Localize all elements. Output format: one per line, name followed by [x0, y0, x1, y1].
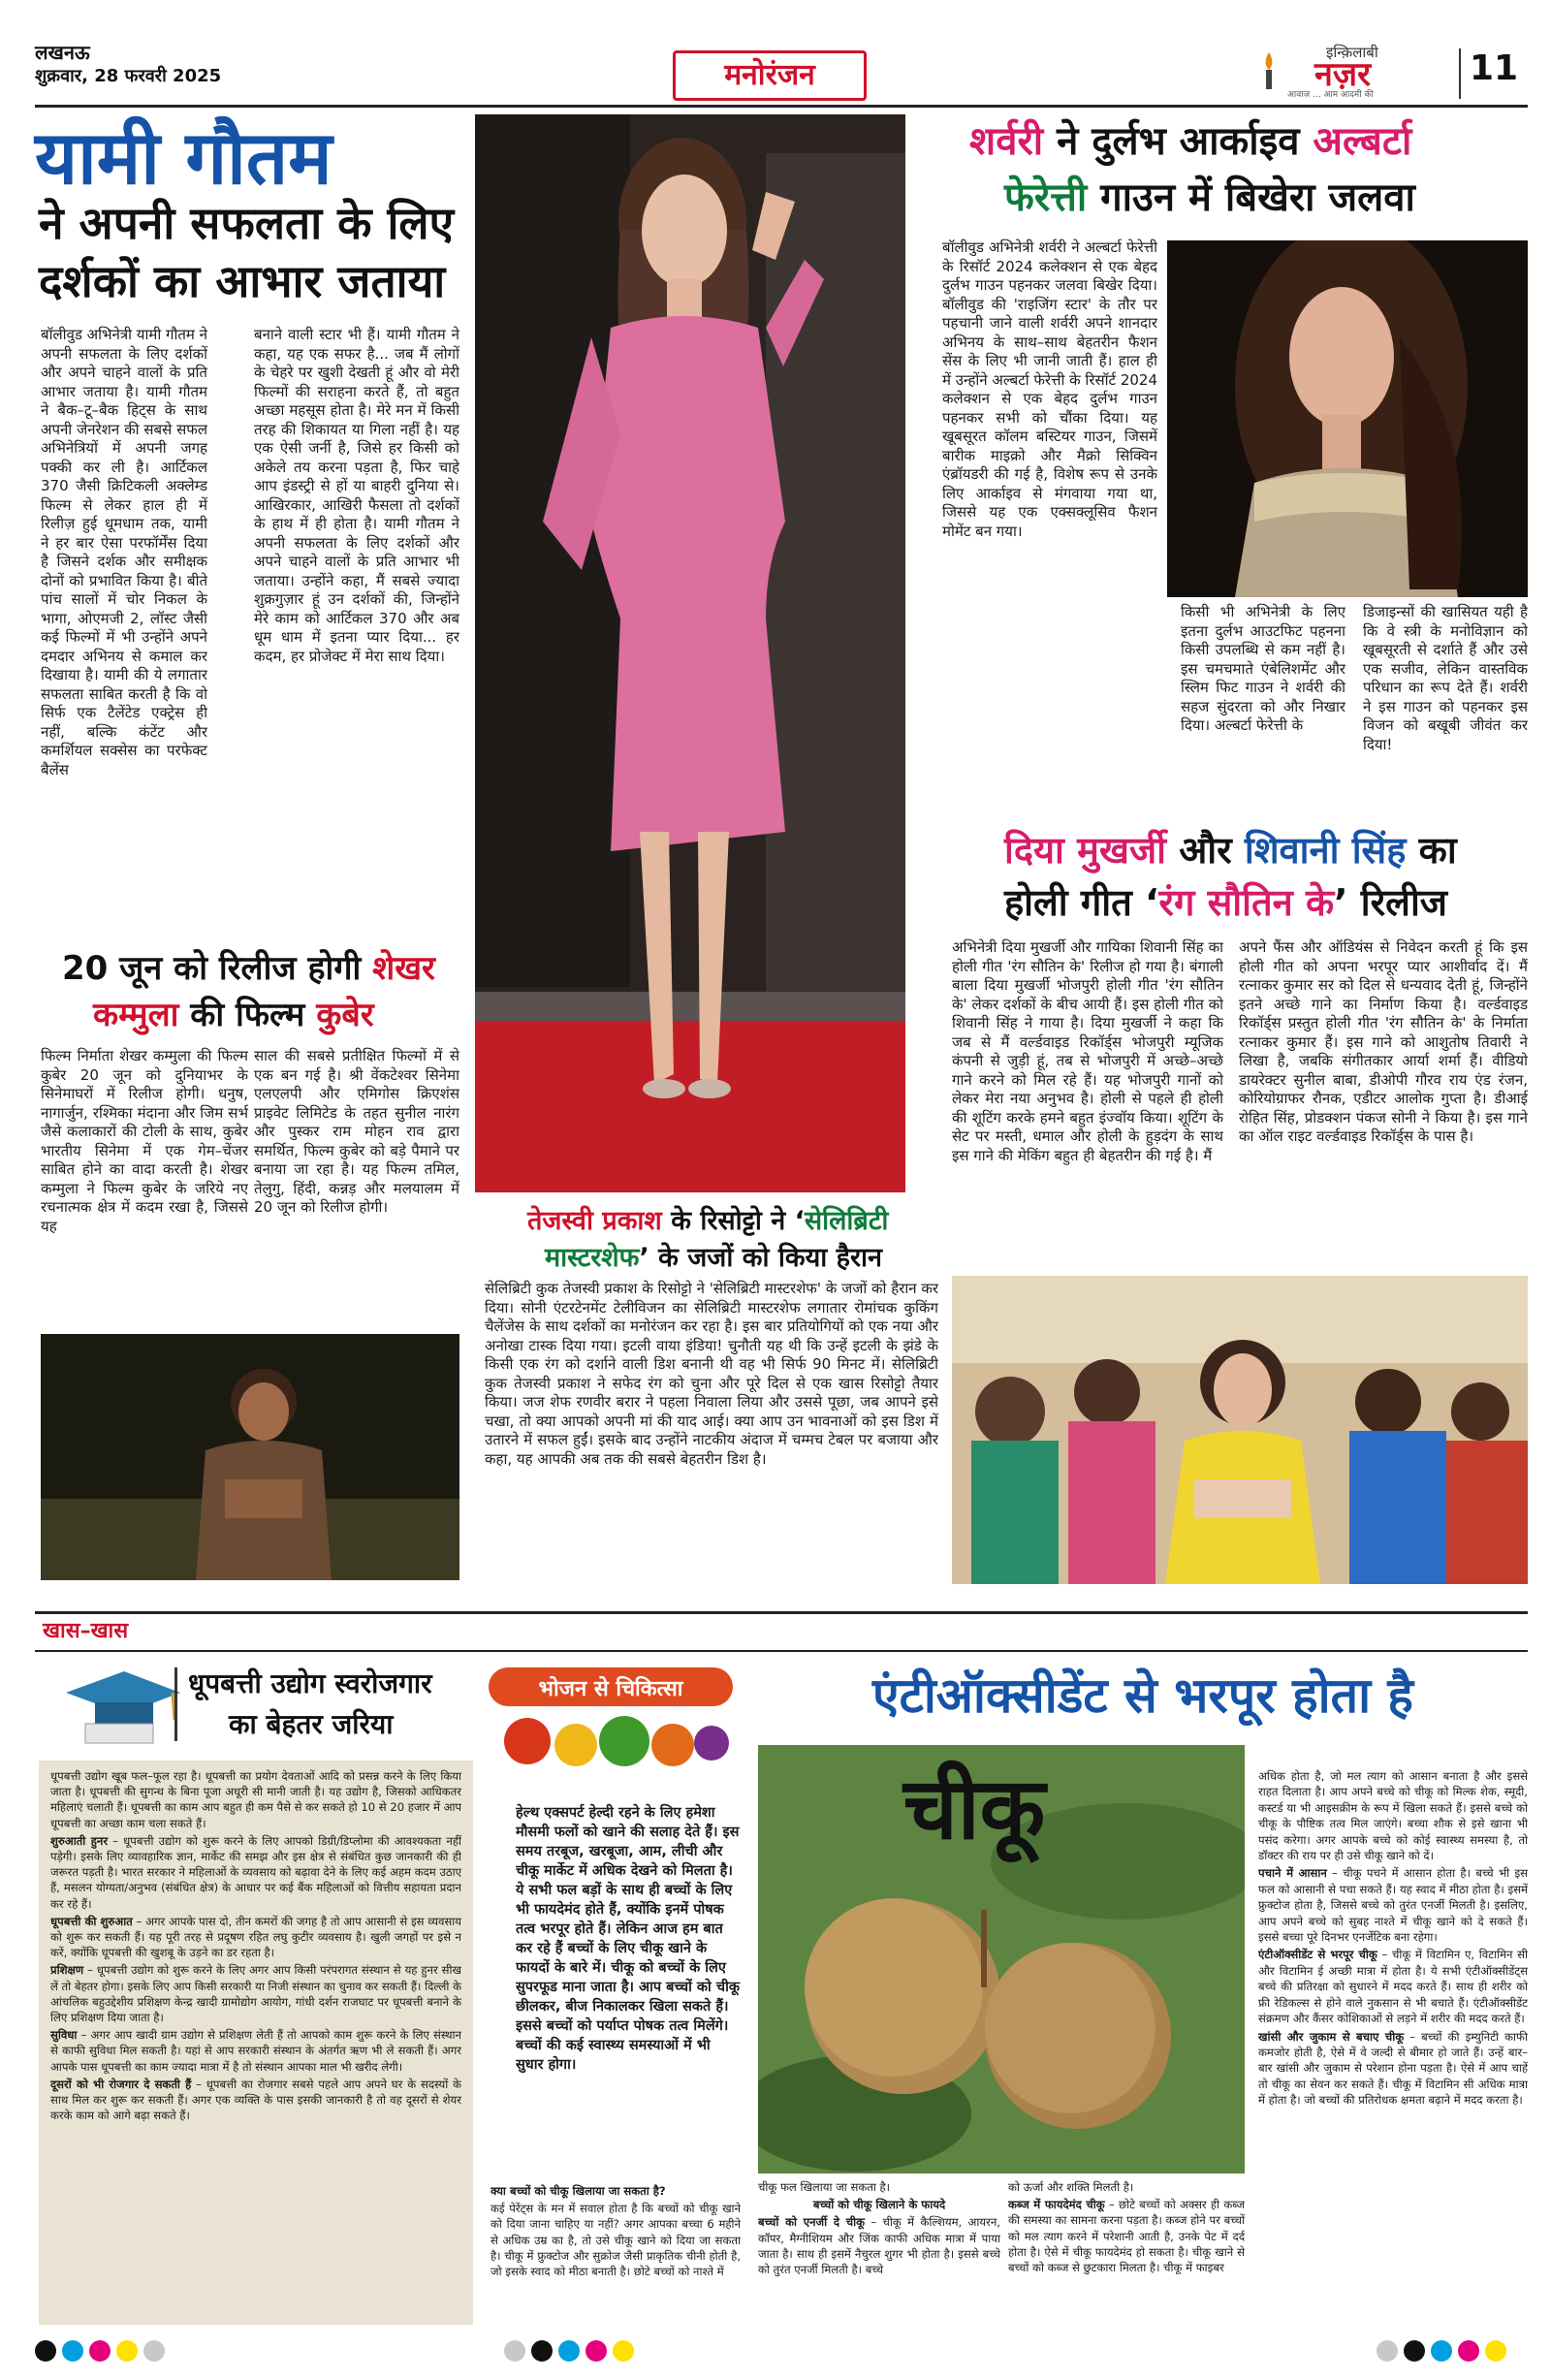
dhoop-para-4: [50, 2027, 461, 2075]
reg-dot: [558, 2340, 580, 2362]
holi-headline-2: [1004, 878, 1447, 927]
reg-dot: [1458, 2340, 1479, 2362]
dhoop-para-2: [50, 1914, 461, 1961]
yami-title-line3: दर्शकों का आभार जताया: [39, 255, 446, 307]
chiku-col-4-para-3: [1258, 1947, 1528, 2026]
holi-col-1: अभिनेत्री दिया मुखर्जी और गायिका शिवानी सिंह का होली गीत 'रंग सौतिन के' रिलीज हो गया है। बंगाली बाला दिया मुखर्जी भोजपुरी होली गीत 'रंग सौतिन के' लेकर दर्शकों के बीच आयी हैं। इस होली गीत को शिवानी सिंह ने गाया है। दिया मुखर्जी ने कहा कि जब से मैं वर्ल्डवाइड रिकॉर्ड्स भोजपुरी म्यूजिक कंपनी से जुड़ी हूं, तब से भोजपुरी में अच्छे–अच्छे गाने करने को मिल रहे हैं। यह भोजपुरी गानों को लेकर मेरा नया अनुभव है। होली से पहले ही होली की शूटिंग करके हमने बहुत इंज्वॉय किया। शूटिंग के सेट पर मस्ती, धमाल और होली के हुड़दंग के साथ इस गाने की मेकिंग बहुत ही बेहतरीन की गई है। मैं: [952, 938, 1223, 1164]
tejasswi-title-show: सेलिब्रिटी: [804, 1206, 889, 1236]
kubera-title-shekhar: शेखर: [372, 949, 435, 988]
dhoop-para-1: [50, 1833, 461, 1912]
dhoop-section: [39, 1656, 473, 2325]
tejasswi-title-end: ’ के जजों को किया हैरान: [639, 1243, 883, 1273]
chiku-col-4-text-2: – चीकू पचने में आसान होता है। बच्चे भी इस फल को आसानी से पचा सकते हैं। यह स्वाद में मीठा होता है। इसमें फ्रुक्टोज होता है, जिससे बच्चे को तुरंत एनर्जी मिलती है। इसलिए, आप अपने बच्चे को सुबह नाश्ते में चीकू खाने को दे सकते हैं। इससे बच्चा पूरे दिनभर एनर्जेटिक बना रहेगा।: [1258, 1866, 1528, 1945]
khas-rule-top: [35, 1611, 1528, 1614]
dhoop-title-line2: का बेहतर जरिया: [229, 1708, 394, 1740]
chiku-col-3-sub: कब्ज में फायदेमंद चीकू: [1008, 2198, 1105, 2212]
yami-gautam-photo: [475, 114, 905, 1192]
sharvari-headline-2: [1004, 173, 1415, 223]
yami-title-line2: ने अपनी सफलता के लिए: [39, 197, 455, 249]
chiku-question: [491, 2183, 741, 2319]
page-number: 11: [1470, 48, 1519, 88]
sharvari-title-brand-2: फेरेत्ती: [1004, 175, 1088, 220]
reg-dot: [116, 2340, 138, 2362]
holi-title-shivani: शिवानी सिंह: [1244, 829, 1407, 872]
dhoop-para-1-text: – धूपबत्ती उद्योग को शुरू करने के लिए आपको डिग्री/डिप्लोमा की आवश्यकता नहीं पड़ेगी। इसके लिए व्यावहारिक ज्ञान, मार्केट की समझ और इस क्षेत्र से संबंधित कुछ जानकारी की ही जरूरत पड़ती है। भारत सरकार ने महिलाओं के व्यवसाय को बढ़ावा देने के लिए कई अहम कदम उठाए हैं, मसलन योग्यता/अनुभव (संबंधित क्षेत्र) के आधार पर कई बैंक महिलाओं को वित्तीय सहायता प्रदान कर रहे हैं।: [50, 1833, 461, 1911]
masthead: [0, 0, 1551, 100]
chiku-question-head: क्या बच्चों को चीकू खिलाया जा सकता है?: [491, 2184, 666, 2198]
holi-title-ka: का: [1406, 829, 1457, 872]
vegetables-icon: [489, 1706, 733, 1774]
holi-title-diya: दिया मुखर्जी: [1004, 829, 1166, 872]
registration-marks-left: [35, 2340, 229, 2364]
yami-col-2: बनाने वाली स्टार भी हैं। यामी गौतम ने कहा, यह एक सफर है... जब मैं लोगों के चेहरे पर खुशी देखती हूं और वो मेरी फिल्मों की सराहना करते हैं, तो बहुत अच्छा महसूस होता है। मेरे मन में किसी तरह की शिकायत या गिला नहीं है। यह एक ऐसी जर्नी है, जिसे हर किसी को अकेले तय करना पड़ता है, फिर चाहे आप इंडस्ट्री से हों या बाहरी दुनिया से। आखिरकार, आखिरी फैसला तो दर्शकों के हाथ में ही होता है। यामी गौतम ने अपनी सफलता के लिए दर्शकों और अपने चाहने वालों के प्रति आभार भी जताया। उन्होंने कहा, मैं सबसे ज्यादा शुक्रगुज़ार हूं उन दर्शकों की, जिन्होंने मेरे काम को आर्टिकल 370 और अब धूम धाम में इतना प्यार दिया... हर कदम, हर प्रोजेक्ट में मेरा साथ दिया।: [254, 326, 459, 665]
reg-dot: [1377, 2340, 1398, 2362]
tejasswi-title-show-2: मास्टरशेफ: [545, 1243, 640, 1273]
tejasswi-title-name: तेजस्वी प्रकाश: [527, 1206, 662, 1236]
holi-title-geet: होली गीत ‘: [1004, 881, 1159, 924]
tejasswi-headline-2: [545, 1241, 882, 1276]
chiku-col-4-text-4: – बच्चों की इम्युनिटी काफी कमजोर होती है, ऐसे में वे जल्दी से बीमार हो जाते हैं। उन्हें बार–बार खांसी और जुकाम से परेशान होना पड़ता है। ऐसे में आप चाहें तो चीकू का सेवन कर सकते हैं। चीकू में विटामिन सी अधिक मात्रा में होता है। जो बच्चों की प्रतिरोधक क्षमता बढ़ाने में मदद करता है।: [1258, 2029, 1528, 2108]
dhoop-para-3: [50, 1962, 461, 2025]
chiku-headline: एंटीऑक्सीडेंट से भरपूर होता है: [872, 1667, 1413, 1724]
chiku-col-3-text: – छोटे बच्चों को अक्सर ही कब्ज की समस्या का सामना करना पड़ता है। कब्ज होने पर बच्चों को मल त्याग करने में परेशानी आती है, उनके पेट में दर्द होता है। ऐसे में चीकू फायदेमंद हो सकता है। चीकू खाने से बच्चों को कब्ज से छुटकारा मिलता है। चीकू में फाइबर: [1008, 2198, 1245, 2275]
holi-col-2: अपने फैंस और ऑडियंस से निवेदन करती हूं कि इस होली गीत को अपना भरपूर प्यार आशीर्वाद दें। मैं रत्नाकर कुमार सर को दिल से धन्यवाद देती हूं, जिन्होंने इतने अच्छे गाने का निर्माण किया है। वर्ल्डवाइड रिकॉर्ड्स प्रस्तुत होली गीत 'रंग सौतिन के' के निर्माता रत्नाकर कुमार हैं। इस गाने को आशुतोष तिवारी ने लिखा है, जबकि संगीतकार आर्या शर्मा हैं। वीडियो डायरेक्टर सुनील बाबा, डीओपी गौरव राय एंड रंजन, कोरियोग्राफर रौनक, एडीटर आलोक गुप्ता है। डीआई रोहित सिंह, प्रोडक्शन पंकज सोनी ने किया है। इस गाने का ऑल राइट वर्ल्डवाइड रिकॉर्ड्स के पास है।: [1239, 938, 1528, 1145]
torch-icon: [1256, 48, 1282, 91]
reg-dot: [1404, 2340, 1425, 2362]
registration-marks-right: [1377, 2340, 1528, 2364]
city: लखनऊ: [35, 41, 90, 64]
logo-tagline: आवाज़ ... आम आदमी की: [1287, 90, 1374, 100]
chiku-intro: हेल्थ एक्सपर्ट हेल्दी रहने के लिए हमेशा मौसमी फलों को खाने की सलाह देते हैं। इस समय तरबूज, खरबूजा, आम, लीची और चीकू मार्केट में अधिक देखने को मिलता है। ये सभी फल बड़ों के साथ ही बच्चों के लिए भी फायदेमंद होते हैं, क्योंकि इनमें पोषक तत्व भरपूर होते हैं। लेकिन आज हम बात कर रहे हैं बच्चों के लिए चीकू खाने के फायदों के बारे में। चीकू को बच्चों के लिए सुपरफूड माना जाता है। आप बच्चों को चीकू छीलकर, बीज निकालकर खिला सकते हैं। इससे बच्चों को पर्याप्त पोषक तत्व मिलेंगे। बच्चों की कई स्वास्थ्य समस्याओं में भी सुधार होगा।: [516, 1805, 740, 2073]
holi-song-photo: [952, 1276, 1528, 1584]
dhoop-intro: धूपबत्ती उद्योग खूब फल–फूल रहा है। धूपबत्ती का प्रयोग देवताओं आदि को प्रसन्न करने के लिए किया जाता है। धूपबत्ती की सुगन्ध के बिना पूजा अधूरी सी मानी जाती है। यह उद्योग है, जिसको आधिकतर महिलाएं चलाती हैं। धूपबत्ती का काम आप बहुत ही कम पैसे से कर सकते हो 10 से 20 हजार में आप धूपबत्ती का अच्छा काम चला सकते हैं।: [50, 1769, 461, 1830]
kubera-col-1: फिल्म निर्माता शेखर कम्मुला की फिल्म कुबेर 20 जून को दुनियाभर के सिनेमाघरों में रिलीज होगी। धनुष, नागार्जुन, रश्मिका मंदाना और जिम सर्भ जैसे कलाकारों की टोली के साथ, कुबेर भारतीय सिनेमा में एक गेम–चेंजर साबित होने का वादा करती है। शेखर कम्मुला ने फिल्म कुबेर के जरिये नए रचनात्मक क्षेत्र में कदम रखा है, जिससे यह: [41, 1047, 248, 1235]
logo-wordmark: नज़र: [1314, 55, 1372, 94]
dhoop-para-2-head: धूपबत्ती की शुरुआत: [50, 1914, 133, 1928]
dhoop-title-line1: धूपबत्ती उद्योग स्वरोजगार: [188, 1667, 432, 1699]
graduation-cap-icon: [56, 1664, 182, 1751]
logo-small-text: इन्क़िलाबी: [1326, 44, 1378, 61]
dhoop-para-5-head: दूसरों को भी रोजगार दे सकती हैं: [50, 2077, 192, 2091]
chiku-badge-text: भोजन से चिकित्सा: [538, 1677, 683, 1701]
registration-marks-mid: [504, 2340, 649, 2364]
kubera-title-film: कुबेर: [316, 996, 374, 1034]
sharvari-image: [1167, 240, 1528, 597]
reg-dot: [62, 2340, 83, 2362]
holi-title-song: रंग सौतिन के: [1158, 881, 1335, 924]
chiku-col-4-head-4: खांसी और जुकाम से बचाए चीकू: [1258, 2029, 1405, 2044]
sharvari-title-end: गाउन में बिखेरा जलवा: [1087, 175, 1415, 220]
reg-dot: [89, 2340, 111, 2362]
kubera-still-photo: [41, 1334, 459, 1580]
khas-label: खास–खास: [43, 1619, 129, 1643]
yami-title-name: यामी गौतम: [35, 114, 332, 201]
yami-gautam-image: [475, 114, 905, 1192]
dhoop-para-3-text: – धूपबत्ती उद्योग को शुरू करने के लिए अगर आप किसी परंपरागत संस्थान से यह हुनर सीख लें तो बेहतर होगा। इसके लिए आप किसी सरकारी या निजी संस्थान का चुनाव कर सकती हैं। दिल्ली के आंचलिक बहुउद्देशीय प्रशिक्षण केन्द्र खादी ग्रामोद्योग आयोग, गांधी दर्शन राजघाट पर धूपबत्ती बनाने के लिए प्रशिक्षण दिया जाता है।: [50, 1963, 461, 2025]
chiku-col-3-top: को ऊर्जा और शक्ति मिलती है।: [1008, 2180, 1134, 2194]
sharvari-photo: [1167, 240, 1528, 597]
reg-dot: [504, 2340, 525, 2362]
chiku-caption: चीकू फल खिलाया जा सकता है।: [758, 2180, 891, 2194]
chiku-col-2-para: [758, 2214, 1000, 2277]
kubera-title-part2: की फिल्म: [178, 996, 317, 1034]
chiku-col-3-para: [1008, 2197, 1245, 2275]
sharvari-headline-1: [969, 116, 1411, 167]
chiku-name-label: चीकू: [903, 1759, 1046, 1858]
issue-date: शुक्रवार, 28 फरवरी 2025: [35, 66, 222, 86]
top-rule: [35, 105, 1528, 108]
kubera-title-kammula: कम्मुला: [93, 996, 179, 1034]
kubera-still-image: [41, 1334, 459, 1580]
chiku-question-body: कई पेरेंट्स के मन में सवाल होता है कि बच्चों को चीकू खाने को दिया जाना चाहिए या नहीं? अगर आपका बच्चा 6 महीने से अधिक उम्र का है, तो उसे चीकू खाने को दिया जा सकता है। चीकू में फ्रुक्टोज और सुक्रोज जैसी प्राकृतिक चीनी होती है, जो इसके स्वाद को मीठा बनाती है। छोटे बच्चों को नाश्ते में: [491, 2202, 741, 2279]
khas-rule-bottom: [35, 1650, 1528, 1652]
chiku-col-2-text: – चीकू में कैल्शियम, आयरन, कॉपर, मैग्नीशियम और जिंक काफी अधिक मात्रा में पाया जाता है। साथ ही इसमें नैचुरल शुगर भी होता है। इससे बच्चे को तुरंत एनर्जी मिलती है। बच्चे: [758, 2215, 1000, 2277]
chiku-col-4-para-4: [1258, 2029, 1528, 2109]
dhoop-para-5: [50, 2077, 461, 2124]
dhoop-body: [50, 1768, 461, 2319]
yami-col-1: बॉलीवुड अभिनेत्री यामी गौतम ने अपनी सफलता के लिए दर्शकों और अपने चाहने वालों के प्रति आभार जताया है। यामी गौतम ने बैक–टू–बैक हिट्स के साथ अपनी जेनरेशन की सबसे सफल अभिनेत्रियों में अपनी जगह पक्की कर ली है। आर्टिकल 370 जैसी क्रिटिकली अक्लेम्ड फिल्म से लेकर हाल ही में रिलीज़ हुई धूमधाम तक, यामी ने हर बार ऐसा परफॉर्मेंस दिया है जिसने दर्शक और समीक्षक दोनों को प्रभावित किया है। बीते पांच सालों में चोर निकल के भागा, ओएमजी 2, लॉस्ट जैसी कई फिल्मों में भी उन्होंने अपने दमदार अभिनय से कमाल कर दिखाया है। यामी की ये लगातार सफलता साबित करती है कि वो सिर्फ एक टैलेंटेड एक्ट्रेस ही नहीं, बल्कि कंटेंट और कमर्शियल सक्सेस का परफेक्ट बैलेंस: [41, 326, 207, 778]
dhoop-para-3-head: प्रशिक्षण: [50, 1963, 84, 1978]
sharvari-col-3: डिजाइन्सों की खासियत यही है कि वे स्त्री के मनोविज्ञान को खूबसूरती से दर्शाते हैं और उसे एक सजीव, लेकिन वास्तविक परिधान का रूप देते हैं। शर्वरी ने इस गाउन को पहनकर इस विजन को बखूबी जीवंत कर दिया!: [1363, 603, 1528, 753]
sharvari-title-brand: अल्बर्टा: [1313, 119, 1412, 164]
chiku-col-4-para-2: [1258, 1865, 1528, 1945]
kubera-col-2: साल की सबसे प्रतीक्षित फिल्मों में से एक बन गई है। श्री वेंकटेश्वर सिनेमा एलएलपी और एमिगोस क्रिएशंस प्राइवेट लिमिटेड के तहत सुनील नारंग और पुस्कर राम मोहन राव द्वारा समर्थित, फिल्म कुबेर को बड़े पैमाने पर बनाया जा रहा है। यह फिल्म तमिल, तेलुगु, हिंदी, कन्नड़ और मलयालम में 20 जून को रिलीज होगी।: [254, 1047, 459, 1216]
chiku-badge: [489, 1667, 733, 1774]
tejasswi-headline-1: [527, 1204, 888, 1239]
chiku-col-4-head-2: पचाने में आसान: [1258, 1866, 1327, 1881]
chiku-col-4-head-3: एंटीऑक्सीडेंट से भरपूर चीकू: [1258, 1948, 1377, 1962]
chiku-col-4-text: अधिक होता है, जो मल त्याग को आसान बनाता है और इससे राहत दिलाता है। आप अपने बच्चे को चीकू को मिल्क शेक, स्मूदी, कस्टर्ड या भी आइसक्रीम के रूप में खिला सकते हैं। इससे बच्चे को चीकू के पौष्टिक तत्व मिल जाएंगे। बच्चा शौक से इसे खाना भी पसंद करेगा। अगर आपके बच्चे को कोई स्वास्थ्य समस्या है, तो डॉक्टर की राय पर ही उसे चीकू खाने को दें।: [1258, 1769, 1528, 1863]
reg-dot: [531, 2340, 553, 2362]
section-title: मनोरंजन: [724, 58, 815, 92]
reg-dot: [35, 2340, 56, 2362]
tejasswi-title-mid: के रिसोट्टो ने ‘: [661, 1206, 805, 1236]
chiku-col-2-sub: बच्चों को एनर्जी दे चीकू: [758, 2215, 866, 2230]
dhoop-para-5-text: – धूपबत्ती का रोजगार सबसे पहले आप अपने घर के सदस्यों के साथ मिल कर शुरू कर सकती हैं। अगर एक व्यक्ति के पास इसकी जानकारी है तो वह दूसरों से शेयर करके काम को आगे बढ़ा सकते हैं।: [50, 2077, 461, 2123]
chiku-col-2: [758, 2179, 1000, 2321]
chiku-photo: [758, 1745, 1245, 2174]
chiku-col-4: [1258, 1768, 1528, 2321]
kubera-headline-1: [62, 946, 435, 991]
reg-dot: [586, 2340, 607, 2362]
dhoop-para-2-text: – अगर आपके पास दो, तीन कमरों की जगह है तो आप आसानी से इस व्यवसाय को शुरू कर सकती हैं। यह पूरी तरह से प्रदूषण रहित लघु कुटीर व्यवसाय है। खुली जगहों पर इसे न करें, क्योंकि धूपबत्ती की खुशबू के उड़ने का डर रहता है।: [50, 1914, 461, 1960]
sharvari-col-1: बॉलीवुड अभिनेत्री शर्वरी ने अल्बर्टा फेरेत्ती के रिसॉर्ट 2024 कलेक्शन से एक बेहद दुर्लभ गाउन पहनकर जलवा बिखेर दिया। बॉलीवुड की 'राइजिंग स्टार' के तौर पर पहचानी जाने वाली शर्वरी अपने शानदार अभिनय के साथ–साथ बेहतरीन फैशन सेंस के लिए भी जानी जाती हैं। हाल ही में उन्होंने अल्बर्टा फेरेत्ती के रिसॉर्ट 2024 कलेक्शन से एक बेहद दुर्लभ गाउन पहनकर सभी को चौंका दिया। यह खूबसूरत कॉलम बस्टियर गाउन, जिसमें बारीक माइक्रो और मैक्रो सिक्विन एंब्रॉयडरी की गई है, विशेष रूप से उनके लिए आर्काइव से मंगवाया गया था, जिससे यह एक एक्सक्लूसिव फैशन मोमेंट बन गया।: [942, 238, 1157, 540]
chiku-col-2-head: बच्चों को चीकू खिलाने के फायदे: [812, 2198, 946, 2212]
kubera-title-part1: 20 जून को रिलीज होगी: [62, 949, 373, 988]
chiku-col-3: [1008, 2179, 1245, 2321]
masthead-divider: [1459, 48, 1461, 99]
dhoop-title-bar: [174, 1667, 177, 1741]
chiku-col-4-text-3: – चीकू में विटामिन ए, विटामिन सी और विटामिन ई अच्छी मात्रा में होता है। ये सभी एंटीऑक्सीडेंट्स बच्चे की प्रतिरक्षा को सुधारने में मदद करते हैं। साथ ही शरीर को फ्री रेडिकल्स से होने वाले नुकसान से भी बचाते हैं। एंटीऑक्सीडेंट संक्रमण और कैंसर कोशिकाओं से लड़ने में शरीर की मदद करते हैं।: [1258, 1948, 1528, 2026]
reg-dot: [143, 2340, 165, 2362]
dhoop-para-4-text: – अगर आप खादी ग्राम उद्योग से प्रशिक्षण लेती हैं तो आपको काम शुरू करने के लिए संस्थान से काफी सुविधा मिल सकती है। यहां से आप सरकारी संस्थान के अंतर्गत ऋण भी ले सकती हैं। अगर आपके पास धूपबत्ती का काम ज्यादा मात्रा में है तो संस्थान आपका माल भी खरीद लेगी।: [50, 2028, 461, 2074]
holi-song-image: [952, 1276, 1528, 1584]
reg-dot: [1485, 2340, 1506, 2362]
tejasswi-body: सेलिब्रिटी कुक तेजस्वी प्रकाश के रिसोट्टो ने 'सेलिब्रिटी मास्टरशेफ' के जजों को हैरान कर दिया। सोनी एंटरटेनमेंट टेलीविजन का सेलिब्रिटी मास्टरशेफ लगातार रोमांचक कुकिंग चैलेंजेस के साथ दर्शकों का मनोरंजन कर रहा है। इस बार प्रतियोगियों को एक नया और अनोखा टास्क दिया गया। इटली वाया इंडिया! चुनौती यह थी कि उन्हें इटली के झंडे के किसी एक रंग को दर्शाने वाली डिश बनानी थी वह भी सिर्फ 90 मिनट में। सेलिब्रिटी कुक तेजस्वी प्रकाश ने सफेद रंग को चुना और पूरे दिल से एक खास रिसोट्टो तैयार किया। जज शेफ रणवीर बरार ने पहला निवाला लिया और उससे पूछा, जब आपने इसे चखा, तो क्या आपको अपनी मां की याद आई। क्या आप उन भावनाओं को इस डिश में उतारने में सफल हुईं। इसके बाद उन्होंने नाटकीय अंदाज में चम्मच टेबल पर बजाया और कहा, यह आपकी अब तक की सबसे बेहतरीन डिश है।: [485, 1280, 938, 1468]
reg-dot: [1431, 2340, 1452, 2362]
dhoop-para-1-head: शुरुआती हुनर: [50, 1833, 109, 1848]
sharvari-title-mid: ने दुर्लभ आर्काइव: [1043, 119, 1314, 164]
holi-headline-1: [1004, 826, 1457, 874]
reg-dot: [613, 2340, 634, 2362]
kubera-headline-2: [93, 993, 374, 1037]
logo: [1256, 43, 1450, 101]
holi-title-and: और: [1165, 829, 1245, 872]
dhoop-para-4-head: सुविधा: [50, 2028, 78, 2043]
sharvari-name: शर्वरी: [969, 119, 1044, 164]
holi-title-release: ’ रिलीज: [1334, 881, 1447, 924]
sharvari-col-2: किसी भी अभिनेत्री के लिए इतना दुर्लभ आउटफिट पहनना किसी उपलब्धि से कम नहीं है। इस चमचमाते एंबेलिशमेंट और स्लिम फिट गाउन ने शर्वरी की सहज सुंदरता को और निखार दिया। अल्बर्टा फेरेत्ती के: [1181, 603, 1345, 734]
